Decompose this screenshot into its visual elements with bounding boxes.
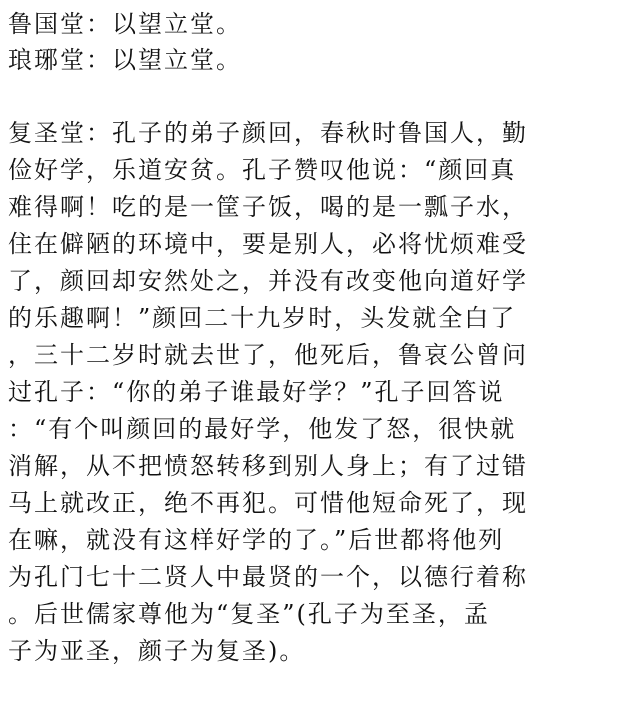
paragraph-gap [8, 78, 632, 115]
intro-line-luguotang: 鲁国堂：以望立堂。 [8, 10, 242, 38]
intro-block [8, 6, 632, 78]
paragraph-line: 住在僻陋的环境中，要是别人，必将忧烦难受 [8, 230, 528, 258]
paragraph-line: 了，颜回却安然处之，并没有改变他向道好学 [8, 267, 528, 295]
paragraph-line: 子为亚圣，颜子为复圣)。 [8, 637, 306, 665]
paragraph-line: 为孔门七十二贤人中最贤的一个，以德行着称 [8, 563, 528, 591]
fushengtang-paragraph [8, 115, 632, 670]
paragraph-line: 复圣堂：孔子的弟子颜回，春秋时鲁国人，勤 [8, 119, 528, 147]
paragraph-line: 马上就改正，绝不再犯。可惜他短命死了，现 [8, 489, 528, 517]
paragraph-line: 过孔子：“你的弟子谁最好学？”孔子回答说 [8, 378, 505, 406]
paragraph-line: 俭好学，乐道安贫。孔子赞叹他说：“颜回真 [8, 156, 517, 184]
paragraph-line: 。后世儒家尊他为“复圣”(孔子为至圣，孟 [8, 600, 490, 628]
paragraph-line: ，三十二岁时就去世了，他死后，鲁哀公曾问 [8, 341, 528, 369]
intro-line-langyatang: 琅琊堂：以望立堂。 [8, 46, 242, 74]
paragraph-line: ：“有个叫颜回的最好学，他发了怒，很快就 [8, 415, 517, 443]
paragraph-line: 在嘛，就没有这样好学的了。”后世都将他列 [8, 526, 505, 554]
paragraph-line: 的乐趣啊！”颜回二十九岁时，头发就全白了 [8, 304, 517, 332]
paragraph-line: 消解，从不把愤怒转移到别人身上；有了过错 [8, 452, 528, 480]
paragraph-line: 难得啊！吃的是一筐子饭，喝的是一瓢子水， [8, 193, 528, 221]
